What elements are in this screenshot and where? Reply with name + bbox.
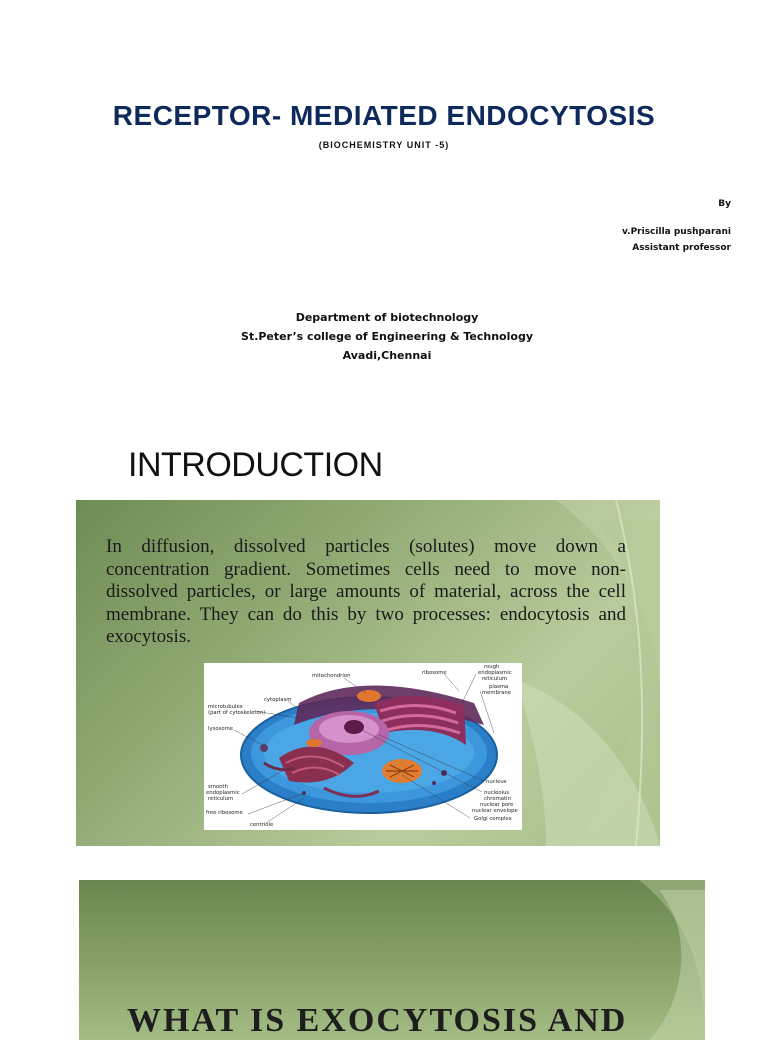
label-smooth-er-3: reticulum xyxy=(208,796,234,802)
label-free-ribosome: free ribosome xyxy=(206,810,243,816)
label-plasma-2: membrane xyxy=(482,690,511,696)
label-rough-er-1: rough xyxy=(484,664,500,670)
label-chromatin: chromatin xyxy=(484,796,511,802)
label-ribosome: ribosome xyxy=(422,670,447,676)
label-plasma-1: plasma xyxy=(489,684,509,690)
department-block xyxy=(0,308,768,365)
author-by: By xyxy=(718,199,731,209)
label-cytoplasm: cytoplasm xyxy=(264,697,292,703)
label-microtubules-1: microtubules xyxy=(208,704,243,710)
document-subtitle: (BIOCHEMISTRY UNIT -5) xyxy=(318,140,450,150)
college-name: St.Peter’s college of Engineering & Technology xyxy=(241,330,533,343)
section-heading: INTRODUCTION xyxy=(128,446,383,484)
label-nucleus: nucleus xyxy=(486,779,507,785)
department-name: Department of biotechnology xyxy=(295,311,479,324)
author-role: Assistant professor xyxy=(632,243,731,253)
label-rough-er-2: endoplasmic xyxy=(478,670,512,676)
label-lysosome: lysosome xyxy=(208,726,234,732)
label-mitochondrion: mitochondrion xyxy=(312,673,351,679)
document-title: RECEPTOR- MEDIATED ENDOCYTOSIS xyxy=(112,100,656,131)
label-golgi: Golgi complex xyxy=(474,816,512,822)
label-nuclear-pore: nuclear pore xyxy=(480,802,514,808)
label-nucleolus: nucleolus xyxy=(484,790,510,796)
author-block xyxy=(622,196,731,256)
college-location: Avadi,Chennai xyxy=(342,349,432,362)
exocytosis-slide xyxy=(79,880,705,1040)
label-microtubules-2: (part of cytoskeleton) xyxy=(208,710,266,716)
slide2-heading: WHAT IS EXOCYTOSIS AND xyxy=(127,1002,628,1039)
label-smooth-er-1: smooth xyxy=(208,784,228,790)
author-name: v.Priscilla pushparani xyxy=(622,227,731,237)
label-smooth-er-2: endoplasmic xyxy=(206,790,240,796)
intro-slide xyxy=(76,500,660,846)
animal-cell-diagram xyxy=(204,663,522,830)
label-centriole: centriole xyxy=(250,822,274,828)
intro-paragraph: In diffusion, dissolved particles (solutes) move down a concentration gradient. Sometimes cells need to move non-dissolved particles, or large amounts of material, across the cell membrane. They can do this by two processes: endocytosis and exocytosis. xyxy=(106,536,626,647)
label-nuclear-envelope: nuclear envelope xyxy=(472,808,518,814)
label-rough-er-3: reticulum xyxy=(482,676,508,682)
